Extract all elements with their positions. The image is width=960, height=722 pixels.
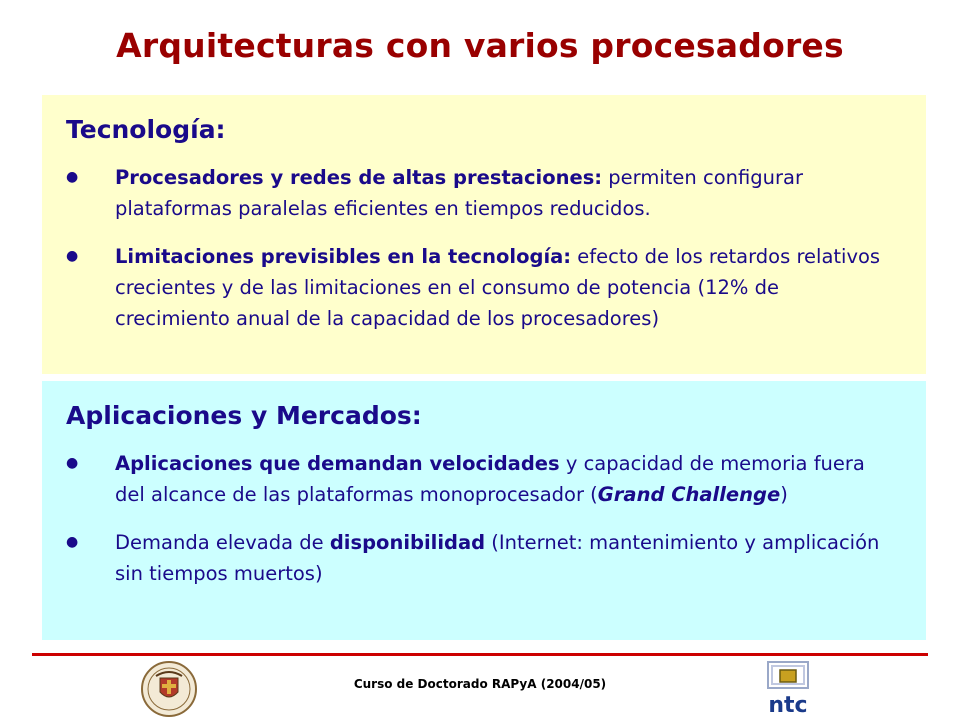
bullet-icon: ●: [66, 534, 79, 550]
list-item: [66, 448, 886, 510]
bullet-text: y capacidad de memoria fuera del alcance de las plataformas monoprocesador (: [115, 452, 865, 506]
logo-text: ntc: [768, 693, 808, 718]
slide-title: Arquitecturas con varios procesadores: [116, 26, 844, 65]
bullet-text: Demanda elevada de: [115, 531, 330, 554]
footer-divider: [32, 653, 928, 656]
bullet-bold-text: Procesadores y redes de altas prestaciones:: [115, 166, 603, 189]
list-item: [66, 527, 886, 589]
tecnologia-panel: [42, 95, 926, 374]
footer-course-text: Curso de Doctorado RAPyA (2004/05): [353, 677, 607, 691]
bullet-icon: ●: [66, 455, 79, 471]
bullet-text-end: ): [780, 483, 788, 506]
bullet-text: permiten configurar plataformas paralelas eficientes en tiempos reducidos.: [115, 166, 803, 220]
bullet-bold-text: Aplicaciones que demandan velocidades: [115, 452, 560, 475]
bullet-bold-text: disponibilidad: [329, 531, 486, 554]
bullet-icon: ●: [66, 169, 79, 185]
bullet-icon: ●: [66, 248, 79, 264]
diu-ntc-logo-icon: [762, 660, 814, 718]
list-item: [66, 162, 886, 224]
bullet-text: efecto de los retardos relativos crecientes y de las limitaciones en el consumo de potencia (12% de crecimiento anual de la capacidad de los procesadores): [115, 245, 881, 330]
list-item: [66, 241, 886, 334]
aplicaciones-heading: Aplicaciones y Mercados:: [66, 401, 422, 430]
aplicaciones-panel: [42, 381, 926, 640]
bullet-bold-text: Limitaciones previsibles en la tecnología:: [115, 245, 572, 268]
bullet-italic-text: Grand Challenge: [597, 483, 781, 506]
bullet-text-end: (Internet: mantenimiento y amplicación sin tiempos muertos): [115, 531, 880, 585]
tecnologia-heading: Tecnología:: [66, 115, 226, 144]
